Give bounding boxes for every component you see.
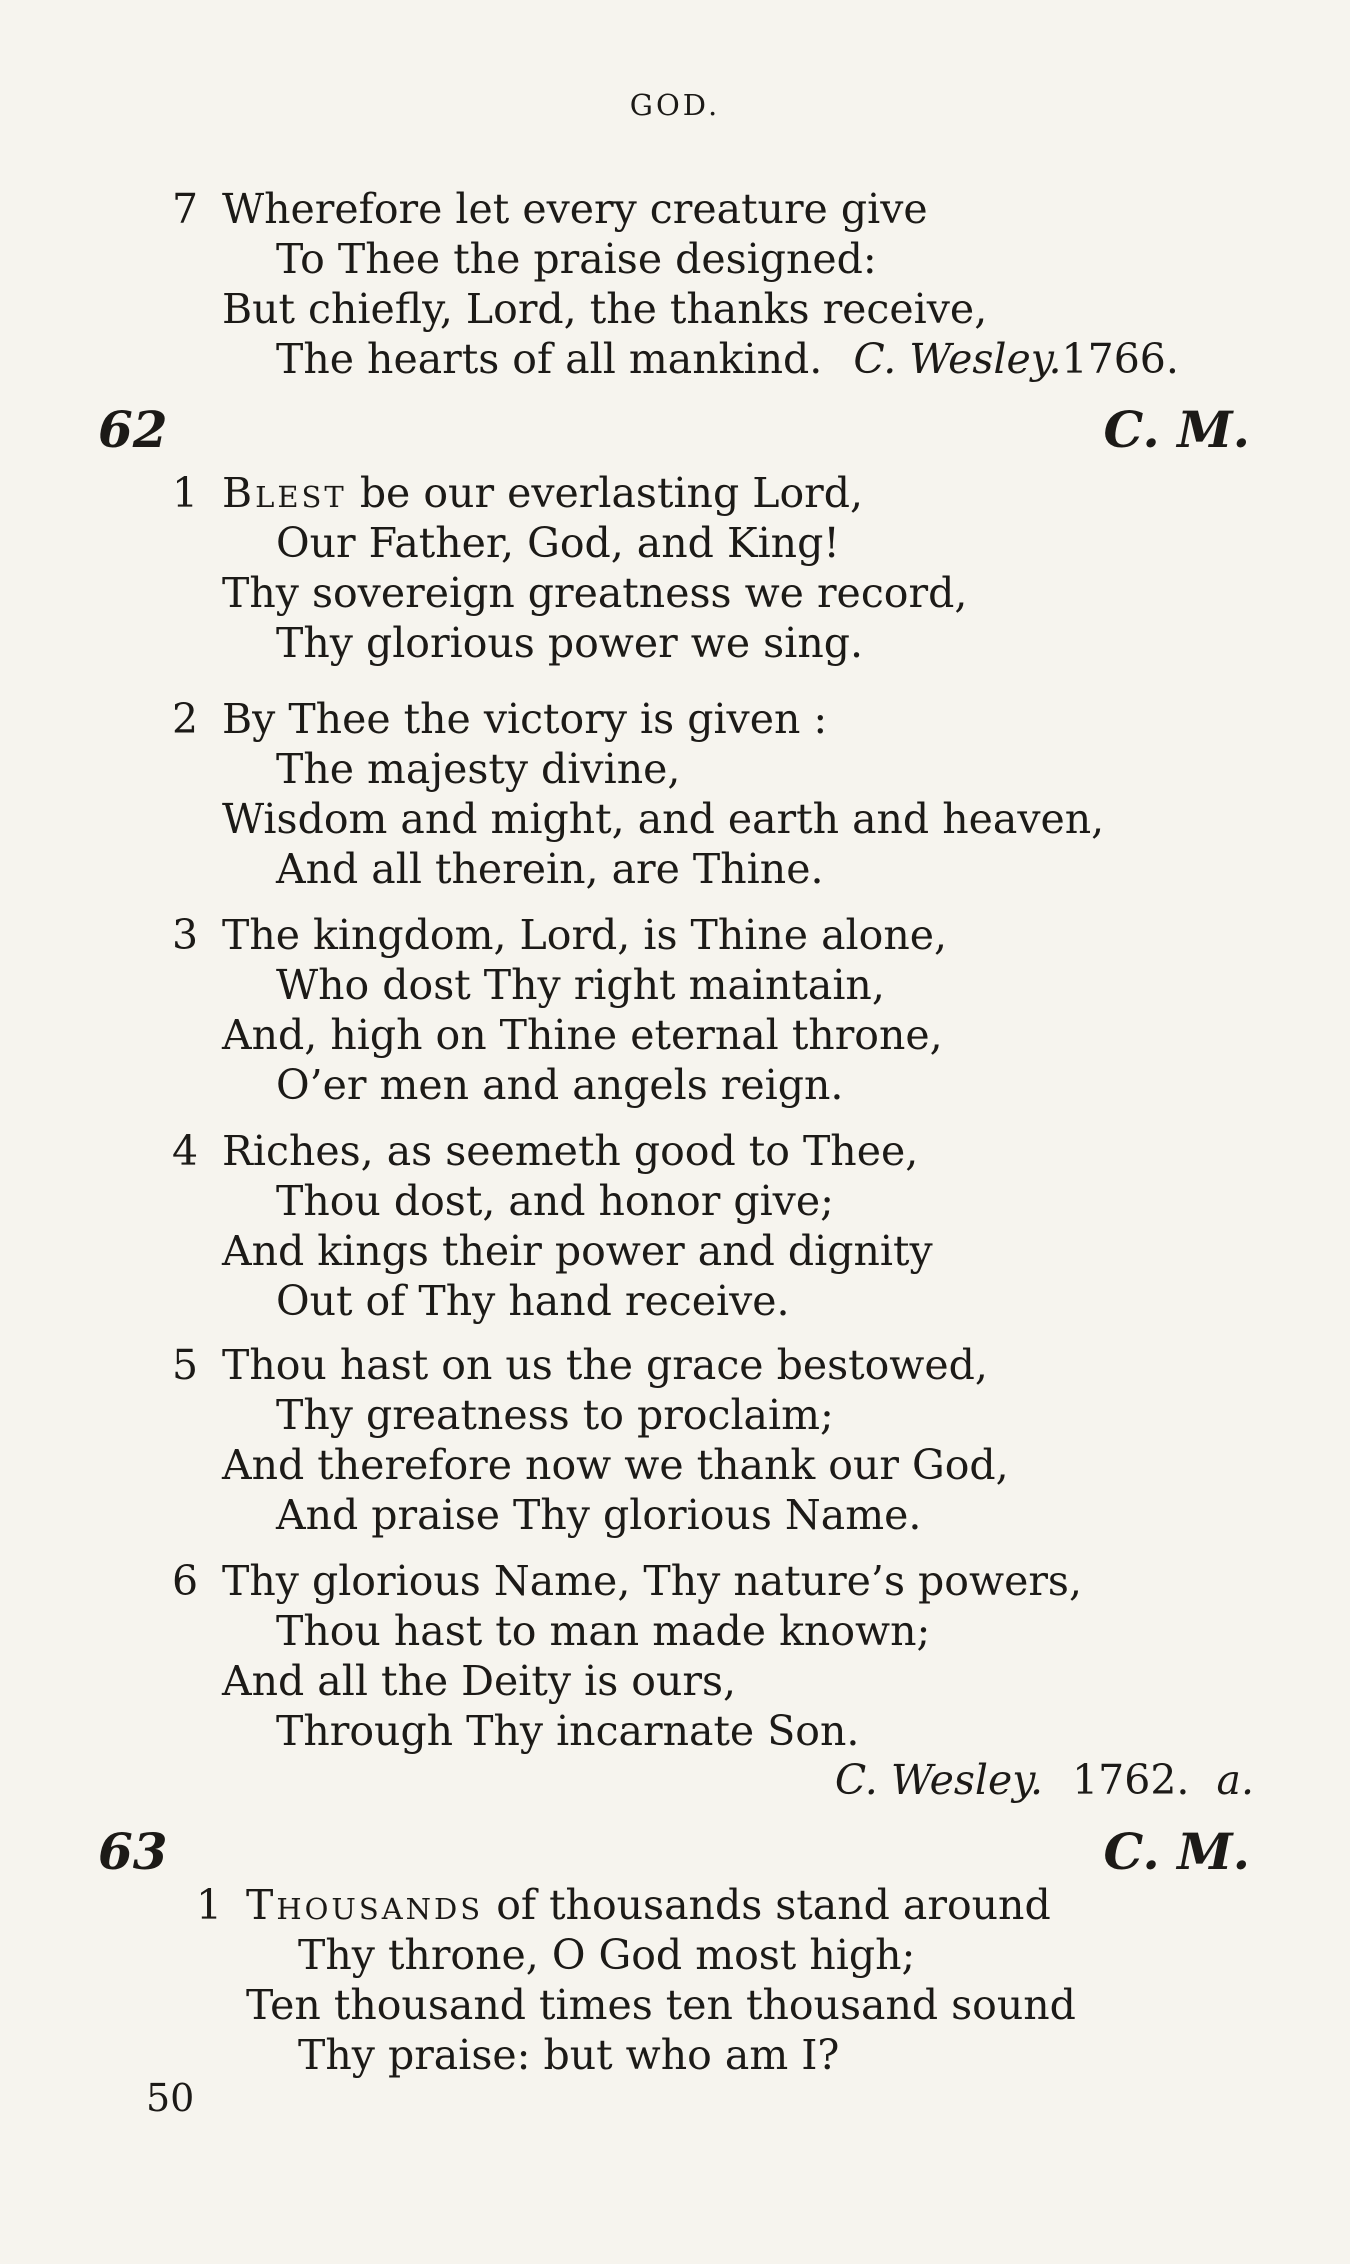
stanza-number: 6 [172, 1557, 199, 1605]
attribution-year: 1762. [1072, 1756, 1190, 1804]
author-attribution: C. Wesley. [834, 1756, 1044, 1804]
verse-line: And praise Thy glorious Name. [276, 1491, 922, 1539]
stanza-number: 1 [172, 469, 199, 517]
verse-line: To Thee the praise designed: [276, 235, 877, 283]
first-word: Thousands [246, 1881, 484, 1929]
verse-line: O’er men and angels reign. [276, 1061, 844, 1109]
first-word: Blest [222, 469, 347, 517]
stanza-number: 4 [172, 1127, 199, 1175]
verse-line: Thy throne, O God most high; [298, 1931, 916, 1979]
verse-line: 1 Thousands of thousands stand around [196, 1881, 1051, 1929]
verse-line: Ten thousand times ten thousand sound [246, 1981, 1076, 2029]
verse-line: Thy sovereign greatness we record, [222, 569, 968, 617]
running-head: GOD. [629, 88, 721, 122]
verse-line: 1 Blest be our everlasting Lord, [172, 469, 864, 517]
hymn-meter: C. M. [1103, 1822, 1250, 1881]
verse-line: Thy greatness to proclaim; [276, 1391, 834, 1439]
stanza-number: 2 [172, 695, 199, 743]
verse-line: 5 Thou hast on us the grace bestowed, [172, 1341, 988, 1389]
verse-line: Through Thy incarnate Son. [276, 1707, 860, 1755]
stanza-number: 5 [172, 1341, 199, 1389]
stanza-number: 3 [172, 911, 199, 959]
author-attribution: C. Wesley. [853, 335, 1062, 383]
hymn-meter: C. M. [1103, 400, 1250, 459]
stanza-number: 7 [172, 185, 199, 233]
verse-line: Our Father, God, and King! [276, 519, 840, 567]
verse-line: And all therein, are Thine. [276, 845, 824, 893]
verse-line: Wisdom and might, and earth and heaven, [222, 795, 1105, 843]
verse-line: 3 The kingdom, Lord, is Thine alone, [172, 911, 948, 959]
page-number: 50 [146, 2076, 195, 2120]
verse-line: Thou hast to man made known; [276, 1607, 931, 1655]
verse-line: Thy glorious power we sing. [276, 619, 864, 667]
verse-line: Thou dost, and honor give; [276, 1177, 834, 1225]
hymn-attribution [835, 1756, 1254, 1804]
verse-line: And all the Deity is ours, [222, 1657, 737, 1705]
verse-line: The hearts of all mankind. C. Wesley.1766. [276, 335, 1179, 383]
verse-line: 4 Riches, as seemeth good to Thee, [172, 1127, 919, 1175]
verse-line: And therefore now we thank our God, [222, 1441, 1009, 1489]
stanza-number: 1 [196, 1881, 223, 1929]
verse-line: 7 Wherefore let every creature give [172, 185, 928, 233]
verse-line: Out of Thy hand receive. [276, 1277, 790, 1325]
verse-line: The majesty divine, [276, 745, 681, 793]
verse-line: Thy praise: but who am I? [298, 2031, 840, 2079]
hymn-number: 63 [98, 1822, 168, 1881]
verse-line: 2 By Thee the victory is given : [172, 695, 828, 743]
hymn-number: 62 [98, 400, 168, 459]
verse-line: And, high on Thine eternal throne, [222, 1011, 943, 1059]
verse-line: But chiefly, Lord, the thanks receive, [222, 285, 988, 333]
attribution-year: 1766. [1061, 335, 1179, 383]
verse-line: Who dost Thy right maintain, [276, 961, 885, 1009]
verse-line: And kings their power and dignity [222, 1227, 933, 1275]
attribution-note: a. [1216, 1756, 1254, 1804]
verse-line: 6 Thy glorious Name, Thy nature’s powers, [172, 1557, 1082, 1605]
